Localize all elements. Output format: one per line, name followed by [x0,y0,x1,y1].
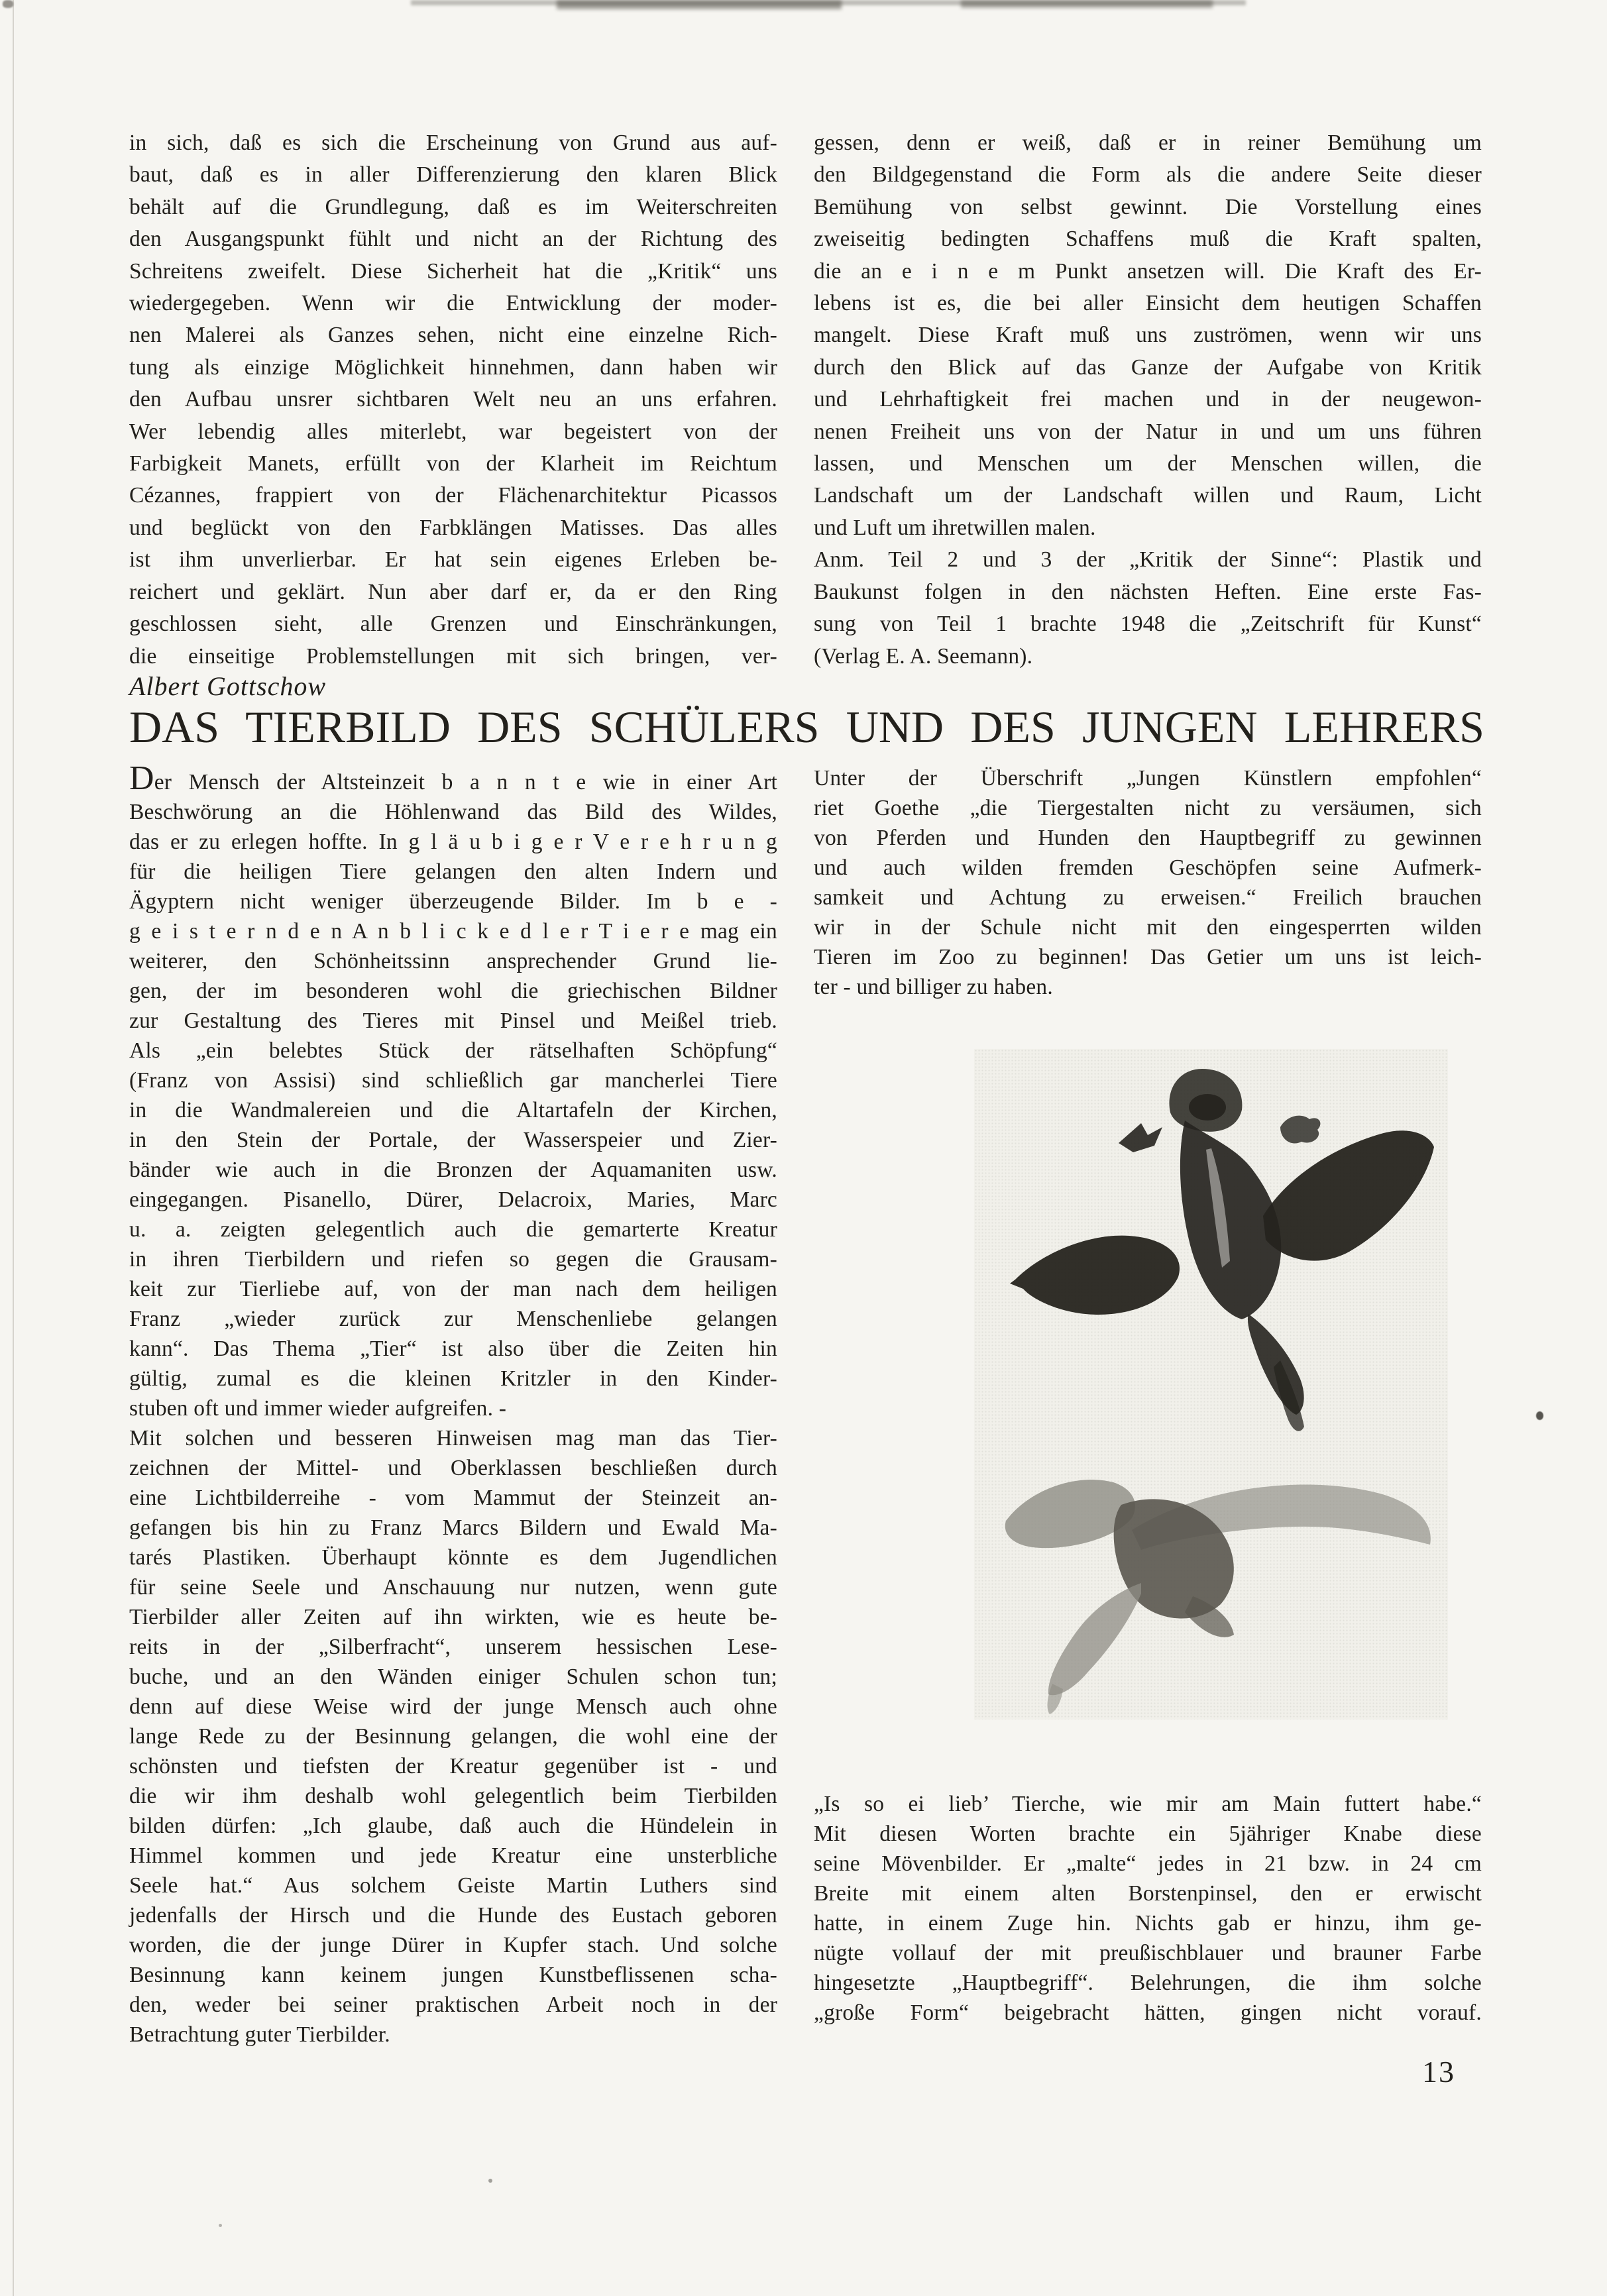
text-line: riet Goethe „die Tiergestalten nicht zu versäumen, sich [814,796,1482,820]
text-line: Der Mensch der Altsteinzeit b a n n t e wie in einer Art [129,759,777,797]
prev-article-right-column [814,127,1482,673]
text-line: nenen Freiheit uns von der Natur in und um uns führen [814,419,1482,444]
text-line: tarés Plastiken. Überhaupt könnte es dem Jugendlichen [129,1545,777,1570]
text-line: den Ausgangspunkt fühlt und nicht an der Richtung des [129,227,777,252]
text-line: reichert und geklärt. Nun aber darf er, da er den Ring [129,579,777,604]
article-title: DAS TIERBILD DES SCHÜLERS UND DES JUNGEN LEHRERS [129,702,1484,752]
text-line: eingegangen. Pisanello, Dürer, Delacroix, Maries, Marc [129,1187,777,1212]
text-line: denn auf diese Weise wird der junge Mensch auch ohne [129,1694,777,1719]
text-line: buche, und an den Wänden einiger Schulen schon tun; [129,1665,777,1689]
text-line: Unter der Überschrift „Jungen Künstlern empfohlen“ [814,766,1482,791]
article-right-column [814,763,1482,1002]
text-line: lebens ist es, die bei aller Einsicht dem heutigen Schaffen [814,291,1482,316]
text-line: zur Gestaltung des Tieres mit Pinsel und Meißel trieb. [129,1009,777,1033]
text-line: g e i s t e r n d e n A n b l i c k e d l e r T i e r e mag ein [129,919,777,944]
text-line: und auch wilden fremden Geschöpfen seine Aufmerk- [814,855,1482,880]
text-line: zweiseitig bedingten Schaffens muß die Kraft spalten, [814,227,1482,252]
text-line: Seele hat.“ Aus solchem Geiste Martin Luthers sind [129,1873,777,1898]
text-line: sung von Teil 1 brachte 1948 die „Zeitschrift für Kunst“ [814,612,1482,637]
text-line: „Is so ei lieb’ Tierche, wie mir am Main futtert habe.“ [814,1792,1482,1816]
text-line: seine Mövenbilder. Er „malte“ jedes in 21 bzw. in 24 cm [814,1851,1482,1876]
ink-speck [488,2179,492,2183]
text-line: samkeit und Achtung zu erweisen.“ Freilich brauchen [814,885,1482,910]
text-line: ist ihm unverlierbar. Er hat sein eigenes Erleben be- [129,547,777,573]
text-line: zeichnen der Mittel- und Oberklassen beschließen durch [129,1456,777,1480]
ink-speck [1536,1411,1543,1420]
text-line: nen Malerei als Ganzes sehen, nicht eine einzelne Rich- [129,323,777,348]
text-line: Mit solchen und besseren Hinweisen mag man das Tier- [129,1426,777,1450]
text-line: Als „ein belebtes Stück der rätselhaften Schöpfung“ [129,1038,777,1063]
text-line: eine Lichtbilderreihe - vom Mammut der Steinzeit an- [129,1486,777,1510]
text-line: ter - und billiger zu haben. [814,975,1053,999]
bird-ink-painting-image [974,1049,1448,1720]
text-line: gefangen bis hin zu Franz Marcs Bildern und Ewald Ma- [129,1515,777,1540]
text-line: in den Stein der Portale, der Wasserspeier und Zier- [129,1128,777,1152]
text-line: Farbigkeit Manets, erfüllt von der Klarheit im Reichtum [129,451,777,476]
text-line: durch den Blick auf das Ganze der Aufgabe von Kritik [814,355,1482,380]
text-line: keit zur Tierliebe auf, von der man nach dem heiligen [129,1277,777,1301]
figure-caption-column [814,1789,1482,2028]
text-line: (Verlag E. A. Seemann). [814,643,1033,669]
text-line: gen, der im besonderen wohl die griechischen Bildner [129,979,777,1003]
text-line: Ägyptern nicht weniger überzeugende Bilder. Im b e - [129,889,777,914]
text-line: von Pferden und Hunden den Hauptbegriff zu gewinnen [814,826,1482,850]
text-line: stuben oft und immer wieder aufgreifen. - [129,1396,507,1421]
text-line: Himmel kommen und jede Kreatur eine unsterbliche [129,1843,777,1868]
text-line: das er zu erlegen hoffte. In g l ä u b i g e r V e r e h r u n g [129,830,777,854]
text-line: Baukunst folgen in den nächsten Heften. Eine erste Fas- [814,579,1482,604]
text-line: hingesetzte „Hauptbegriff“. Belehrungen, die ihm solche [814,1971,1482,1995]
text-line: lassen, und Menschen um der Menschen willen, die [814,451,1482,476]
scan-corner-blot [3,0,13,8]
text-line: kann“. Das Thema „Tier“ ist also über die Zeiten hin [129,1337,777,1361]
text-line: Beschwörung an die Höhlenwand das Bild des Wildes, [129,800,777,824]
text-line: die an e i n e m Punkt ansetzen will. Die Kraft des Er- [814,258,1482,284]
text-line: worden, die der junge Dürer in Kupfer stach. Und solche [129,1933,777,1957]
text-line: Tierbilder aller Zeiten auf ihn wirkten, wie es heute be- [129,1605,777,1629]
article-author: Albert Gottschow [129,671,327,701]
text-line: geschlossen sieht, alle Grenzen und Einschränkungen, [129,612,777,637]
text-line: und beglückt von den Farbklängen Matisses. Das alles [129,515,777,540]
text-line: Bemühung von selbst gewinnt. Die Vorstellung eines [814,194,1482,219]
text-line: bänder wie auch in die Bronzen der Aquamaniten usw. [129,1158,777,1182]
text-line: hatte, in einem Zuge hin. Nichts gab er hinzu, ihm ge- [814,1911,1482,1936]
bottom-bird-shape [1005,1480,1431,1714]
text-line: wir in der Schule nicht mit den eingesperrten wilden [814,915,1482,940]
bird-ink-painting-drawing [974,1049,1448,1720]
text-line: Franz „wieder zurück zur Menschenliebe gelangen [129,1307,777,1331]
scan-noise-top [961,0,1213,8]
text-line: u. a. zeigten gelegentlich auch die gemarterte Kreatur [129,1217,777,1242]
text-line: in ihren Tierbildern und riefen so gegen die Grausam- [129,1247,777,1272]
ink-speck [219,2224,222,2227]
page-number: 13 [1422,2055,1455,2089]
text-line: Schreitens zweifelt. Diese Sicherheit hat die „Kritik“ uns [129,258,777,284]
text-line: Landschaft um der Landschaft willen und Raum, Licht [814,483,1482,508]
text-line: (Franz von Assisi) sind schließlich gar mancherlei Tiere [129,1068,777,1093]
text-line: für seine Seele und Anschauung nur nutzen, wenn gute [129,1575,777,1600]
text-line: weiterer, den Schönheitssinn ansprechender Grund lie- [129,949,777,973]
scan-edge-line [13,0,14,2296]
text-line: Anm. Teil 2 und 3 der „Kritik der Sinne“: Plastik und [814,547,1482,573]
text-line: „große Form“ beigebracht hätten, gingen nicht vorauf. [814,2000,1482,2025]
text-line: mangelt. Diese Kraft muß uns zuströmen, wenn wir uns [814,323,1482,348]
text-line: tung als einzige Möglichkeit hinnehmen, dann haben wir [129,355,777,380]
text-line: Betrachtung guter Tierbilder. [129,2022,390,2047]
text-line: den, weder bei seiner praktischen Arbeit noch in der [129,1993,777,2017]
text-line: die einseitige Problemstellungen mit sich bringen, ver- [129,643,777,669]
text-line: und Luft um ihretwillen malen. [814,515,1096,540]
prev-article-left-column [129,127,777,673]
top-bird-shape [1010,1069,1434,1431]
text-line: Cézannes, frappiert von der Flächenarchitektur Picassos [129,483,777,508]
text-line: lange Rede zu der Besinnung gelangen, die wohl eine der [129,1724,777,1749]
text-line: baut, daß es in aller Differenzierung den klaren Blick [129,162,777,188]
text-line: schönsten und tiefsten der Kreatur gegenüber ist - und [129,1754,777,1778]
text-line: den Bildgegenstand die Form als die andere Seite dieser [814,162,1482,188]
scan-noise-top [557,0,842,9]
text-line: behält auf die Grundlegung, daß es im Weiterschreiten [129,194,777,219]
text-line: Mit diesen Worten brachte ein 5jähriger Knabe diese [814,1822,1482,1846]
text-line: wiedergegeben. Wenn wir die Entwicklung der moder- [129,291,777,316]
text-line: die wir ihm deshalb wohl gelegentlich beim Tierbilden [129,1784,777,1808]
text-line: bilden dürfen: „Ich glaube, daß auch die Hündelein in [129,1814,777,1838]
text-line: gültig, zumal es die kleinen Kritzler in den Kinder- [129,1366,777,1391]
article-left-column [129,759,777,2050]
text-line: und Lehrhaftigkeit frei machen und in der neugewon- [814,387,1482,412]
text-line: den Aufbau unsrer sichtbaren Welt neu an uns erfahren. [129,387,777,412]
text-line: für die heiligen Tiere gelangen den alten Indern und [129,859,777,884]
text-line: gessen, denn er weiß, daß er in reiner Bemühung um [814,131,1482,155]
text-line: Tieren im Zoo zu beginnen! Das Getier um uns ist leich- [814,945,1482,969]
text-line: Wer lebendig alles miterlebt, war begeistert von der [129,419,777,444]
text-line: in die Wandmalereien und die Altartafeln der Kirchen, [129,1098,777,1122]
text-line: nügte vollauf der mit preußischblauer und brauner Farbe [814,1941,1482,1965]
text-line: Breite mit einem alten Borstenpinsel, den er erwischt [814,1881,1482,1906]
text-line: jedenfalls der Hirsch und die Hunde des Eustach geboren [129,1903,777,1928]
text-line: in sich, daß es sich die Erscheinung von Grund aus auf- [129,131,777,155]
text-line: reits in der „Silberfracht“, unserem hessischen Lese- [129,1635,777,1659]
text-line: Besinnung kann keinem jungen Kunstbeflissenen scha- [129,1963,777,1987]
